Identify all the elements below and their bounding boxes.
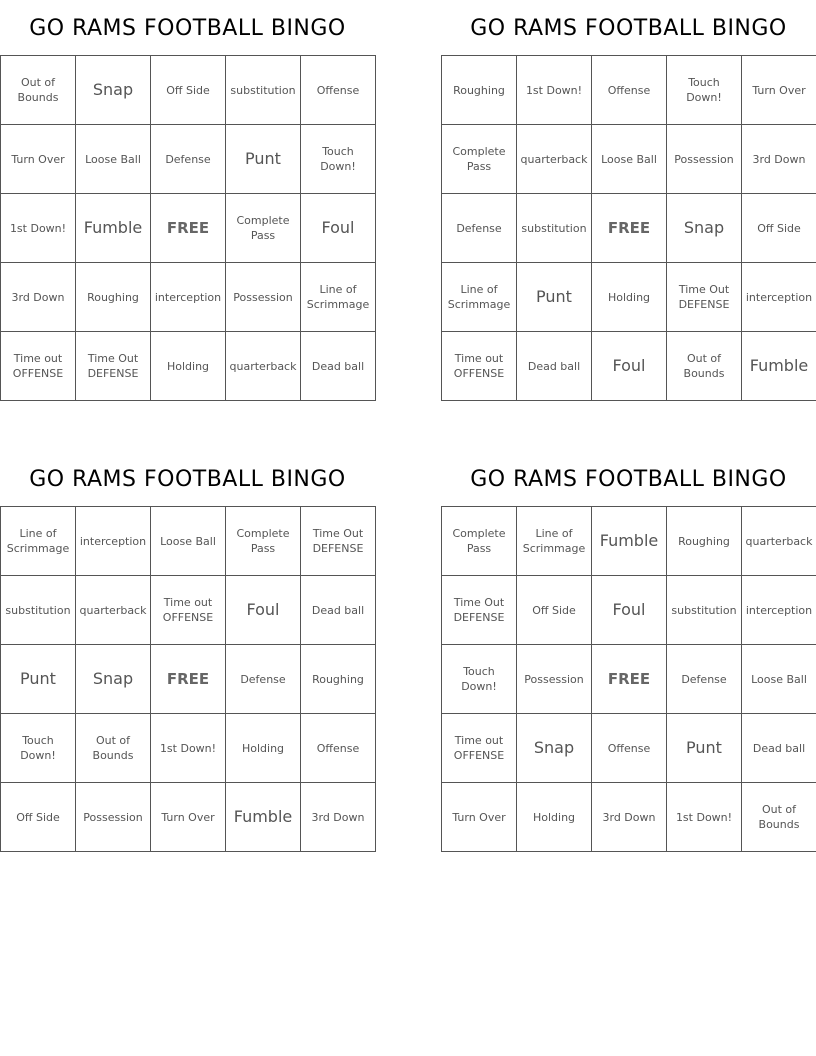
bingo-cell-label: 3rd Down (602, 810, 656, 824)
bingo-cell (151, 507, 226, 576)
bingo-cell (301, 714, 376, 783)
bingo-cell-label: Offense (316, 83, 360, 97)
bingo-cell (226, 263, 301, 332)
bingo-cell (592, 714, 667, 783)
bingo-cell (442, 332, 517, 401)
bingo-cell-label: Roughing (312, 672, 364, 686)
bingo-cell (742, 56, 816, 125)
bingo-cell-label: interception (745, 290, 813, 304)
bingo-cell (76, 714, 151, 783)
bingo-cell-label: Holding (607, 290, 651, 304)
bingo-cell (226, 332, 301, 401)
bingo-cell (742, 332, 816, 401)
bingo-cell-label: Punt (686, 738, 722, 757)
bingo-cell-label: Snap (92, 669, 134, 688)
bingo-cell-label: Defense (165, 152, 211, 166)
bingo-row (442, 645, 816, 714)
bingo-cell-label: Possession (233, 290, 293, 304)
bingo-row (1, 332, 376, 401)
bingo-cell-label: Defense (456, 221, 502, 235)
bingo-row (442, 263, 816, 332)
bingo-cell (667, 56, 742, 125)
bingo-row (1, 576, 376, 645)
bingo-cell-label: 1st Down! (675, 810, 733, 824)
bingo-cell (226, 576, 301, 645)
bingo-cell (1, 194, 76, 263)
bingo-cell-label: Out of Bounds (17, 76, 59, 104)
bingo-cell-label: Complete Pass (452, 145, 506, 173)
free-space-cell (592, 194, 667, 263)
bingo-cell (76, 125, 151, 194)
bingo-cell-label: Out of Bounds (92, 734, 134, 762)
bingo-cell (226, 56, 301, 125)
bingo-cell (517, 194, 592, 263)
bingo-cell-label: Dead ball (752, 741, 806, 755)
bingo-cell-label: quarterback (229, 359, 297, 373)
bingo-grid (0, 55, 376, 401)
bingo-cell-label: quarterback (520, 152, 588, 166)
bingo-cell (667, 263, 742, 332)
bingo-cell (592, 332, 667, 401)
bingo-cell-label: Fumble (83, 218, 143, 237)
bingo-cell-label: Turn Over (452, 810, 506, 824)
bingo-grid (441, 55, 816, 401)
bingo-cell (151, 576, 226, 645)
bingo-cell (517, 576, 592, 645)
bingo-cell-label: Holding (241, 741, 285, 755)
bingo-row (1, 783, 376, 852)
bingo-cell-label: Roughing (453, 83, 505, 97)
bingo-row (442, 576, 816, 645)
free-space-cell (592, 645, 667, 714)
bingo-cell-label: substitution (521, 221, 587, 235)
bingo-row (1, 645, 376, 714)
bingo-cell (301, 783, 376, 852)
bingo-cell (517, 125, 592, 194)
bingo-cell-label: Defense (681, 672, 727, 686)
bingo-cell (151, 56, 226, 125)
bingo-cell (76, 56, 151, 125)
bingo-cell (301, 645, 376, 714)
bingo-cell (742, 263, 816, 332)
bingo-cell-label: quarterback (79, 603, 147, 617)
bingo-cell-label: Time out OFFENSE (162, 596, 214, 624)
bingo-cell (226, 645, 301, 714)
bingo-cell (301, 263, 376, 332)
bingo-cell-label: Loose Ball (160, 534, 216, 548)
bingo-row (442, 332, 816, 401)
bingo-cell-label: Loose Ball (601, 152, 657, 166)
bingo-cell (742, 714, 816, 783)
bingo-cell-label: 3rd Down (11, 290, 65, 304)
bingo-cell-label: Off Side (757, 221, 801, 235)
bingo-cell (517, 714, 592, 783)
bingo-cell (301, 56, 376, 125)
bingo-cell (301, 194, 376, 263)
bingo-cell (517, 507, 592, 576)
bingo-cell-label: Fumble (749, 356, 809, 375)
bingo-grid (441, 506, 816, 852)
bingo-cell (1, 714, 76, 783)
bingo-cell-label: Line of Scrimmage (306, 283, 370, 311)
bingo-cell (151, 714, 226, 783)
bingo-cell-label: Holding (532, 810, 576, 824)
bingo-cell (442, 576, 517, 645)
bingo-cell-label: Time Out DEFENSE (453, 596, 505, 624)
bingo-cell (517, 783, 592, 852)
bingo-cell (1, 507, 76, 576)
bingo-cell-label: Time out OFFENSE (453, 352, 505, 380)
bingo-cell-label: Line of Scrimmage (447, 283, 511, 311)
bingo-cell (151, 332, 226, 401)
bingo-cell-label: FREE (607, 218, 651, 237)
bingo-cell-label: Roughing (678, 534, 730, 548)
bingo-cell-label: Time out OFFENSE (12, 352, 64, 380)
bingo-cell-label: Offense (316, 741, 360, 755)
bingo-cell-label: substitution (5, 603, 71, 617)
bingo-cell (151, 263, 226, 332)
bingo-cell-label: Out of Bounds (758, 803, 800, 831)
bingo-cell-label: FREE (607, 669, 651, 688)
bingo-cell-label: Offense (607, 741, 651, 755)
bingo-cell (442, 507, 517, 576)
bingo-cell-label: 3rd Down (311, 810, 365, 824)
bingo-cell-label: Snap (683, 218, 725, 237)
bingo-row (442, 714, 816, 783)
bingo-cell (592, 263, 667, 332)
bingo-cell-label: Out of Bounds (683, 352, 725, 380)
bingo-cell-label: Dead ball (527, 359, 581, 373)
bingo-cell-label: Time Out DEFENSE (87, 352, 139, 380)
bingo-cell-label: Offense (607, 83, 651, 97)
bingo-cell (76, 194, 151, 263)
bingo-cell (226, 194, 301, 263)
bingo-cell-label: Punt (245, 149, 281, 168)
bingo-row (1, 56, 376, 125)
bingo-cell-label: Punt (20, 669, 56, 688)
bingo-cell (301, 576, 376, 645)
bingo-cell-label: Off Side (166, 83, 210, 97)
bingo-cell-label: Foul (612, 356, 646, 375)
bingo-row (1, 194, 376, 263)
bingo-cell (742, 507, 816, 576)
bingo-cell-label: Possession (524, 672, 584, 686)
bingo-cell (1, 125, 76, 194)
bingo-row (442, 783, 816, 852)
bingo-cell (667, 125, 742, 194)
bingo-row (442, 194, 816, 263)
bingo-cell-label: Complete Pass (452, 527, 506, 555)
bingo-cell-label: Fumble (233, 807, 293, 826)
bingo-cell (442, 783, 517, 852)
card-title: GO RAMS FOOTBALL BINGO (470, 16, 787, 41)
bingo-cell-label: 3rd Down (752, 152, 806, 166)
bingo-row (1, 263, 376, 332)
bingo-cell (742, 576, 816, 645)
bingo-cell (667, 332, 742, 401)
bingo-cell (151, 125, 226, 194)
bingo-card-2 (441, 0, 816, 401)
card-title: GO RAMS FOOTBALL BINGO (470, 467, 787, 492)
bingo-cell-label: 1st Down! (525, 83, 583, 97)
bingo-cell (226, 714, 301, 783)
bingo-cell (1, 332, 76, 401)
bingo-cell-label: quarterback (745, 534, 813, 548)
bingo-cell (76, 783, 151, 852)
bingo-cell-label: Snap (92, 80, 134, 99)
bingo-cell-label: 1st Down! (9, 221, 67, 235)
free-space-cell (151, 194, 226, 263)
bingo-cell (76, 576, 151, 645)
bingo-cell-label: Possession (83, 810, 143, 824)
bingo-cell-label: Touch Down! (320, 145, 356, 173)
bingo-cell (442, 194, 517, 263)
bingo-cell (592, 56, 667, 125)
bingo-cell-label: Loose Ball (85, 152, 141, 166)
bingo-cell-label: Dead ball (311, 603, 365, 617)
bingo-cell (667, 645, 742, 714)
bingo-cell (592, 125, 667, 194)
bingo-cell (226, 125, 301, 194)
bingo-cell-label: Time Out DEFENSE (312, 527, 364, 555)
bingo-cell (742, 645, 816, 714)
bingo-cell-label: Foul (612, 600, 646, 619)
bingo-cell (667, 576, 742, 645)
bingo-cell (76, 507, 151, 576)
bingo-cell (1, 263, 76, 332)
bingo-cell (301, 332, 376, 401)
bingo-cell-label: Complete Pass (236, 214, 290, 242)
bingo-cell (442, 263, 517, 332)
bingo-cell-label: Turn Over (11, 152, 65, 166)
bingo-cell-label: 1st Down! (159, 741, 217, 755)
bingo-cell-label: Punt (536, 287, 572, 306)
bingo-cell (667, 507, 742, 576)
bingo-grid (0, 506, 376, 852)
bingo-cell-label: Possession (674, 152, 734, 166)
bingo-row (1, 714, 376, 783)
bingo-cell-label: Loose Ball (751, 672, 807, 686)
bingo-cell (1, 576, 76, 645)
bingo-cell (667, 714, 742, 783)
bingo-cell (517, 332, 592, 401)
bingo-cell (517, 56, 592, 125)
bingo-cell-label: Time out OFFENSE (453, 734, 505, 762)
bingo-cell (76, 645, 151, 714)
bingo-cell (1, 56, 76, 125)
bingo-cell (742, 783, 816, 852)
bingo-cell-label: Time Out DEFENSE (678, 283, 730, 311)
free-space-cell (151, 645, 226, 714)
bingo-cell-label: substitution (230, 83, 296, 97)
bingo-cell (742, 125, 816, 194)
bingo-cell (592, 783, 667, 852)
bingo-row (1, 125, 376, 194)
bingo-row (442, 125, 816, 194)
bingo-cell (442, 714, 517, 783)
bingo-cell-label: Turn Over (161, 810, 215, 824)
bingo-cell (442, 56, 517, 125)
bingo-cell-label: FREE (166, 669, 210, 688)
bingo-cell (667, 194, 742, 263)
bingo-cell-label: Fumble (599, 531, 659, 550)
bingo-cell (517, 645, 592, 714)
bingo-cell (442, 645, 517, 714)
bingo-row (1, 507, 376, 576)
bingo-cell (442, 125, 517, 194)
bingo-cell-label: Foul (246, 600, 280, 619)
bingo-cell (592, 576, 667, 645)
card-title: GO RAMS FOOTBALL BINGO (29, 16, 346, 41)
bingo-cell (151, 783, 226, 852)
bingo-cell-label: interception (745, 603, 813, 617)
bingo-cell (301, 507, 376, 576)
bingo-cell (667, 783, 742, 852)
bingo-cell-label: Touch Down! (686, 76, 722, 104)
bingo-row (442, 507, 816, 576)
bingo-cell (1, 645, 76, 714)
bingo-card-3 (0, 451, 375, 852)
bingo-cell-label: Snap (533, 738, 575, 757)
bingo-cell-label: Off Side (16, 810, 60, 824)
bingo-cell (517, 263, 592, 332)
card-title: GO RAMS FOOTBALL BINGO (29, 467, 346, 492)
bingo-cell-label: Roughing (87, 290, 139, 304)
bingo-cell-label: Foul (321, 218, 355, 237)
bingo-cell-label: Line of Scrimmage (6, 527, 70, 555)
bingo-cell-label: Holding (166, 359, 210, 373)
bingo-card-1 (0, 0, 375, 401)
bingo-cell-label: Turn Over (752, 83, 806, 97)
bingo-cell-label: Touch Down! (20, 734, 56, 762)
bingo-row (442, 56, 816, 125)
bingo-cell-label: Dead ball (311, 359, 365, 373)
bingo-cell-label: Touch Down! (461, 665, 497, 693)
bingo-cell-label: Off Side (532, 603, 576, 617)
bingo-cell-label: FREE (166, 218, 210, 237)
bingo-cell (226, 507, 301, 576)
bingo-cell (301, 125, 376, 194)
bingo-cell-label: interception (79, 534, 147, 548)
bingo-cell (742, 194, 816, 263)
bingo-cell-label: interception (154, 290, 222, 304)
bingo-cell-label: Line of Scrimmage (522, 527, 586, 555)
bingo-cell (226, 783, 301, 852)
bingo-cell (76, 263, 151, 332)
bingo-cell-label: Complete Pass (236, 527, 290, 555)
bingo-cell (1, 783, 76, 852)
bingo-card-4 (441, 451, 816, 852)
bingo-cell (76, 332, 151, 401)
bingo-cell-label: substitution (671, 603, 737, 617)
bingo-cell-label: Defense (240, 672, 286, 686)
bingo-cell (592, 507, 667, 576)
